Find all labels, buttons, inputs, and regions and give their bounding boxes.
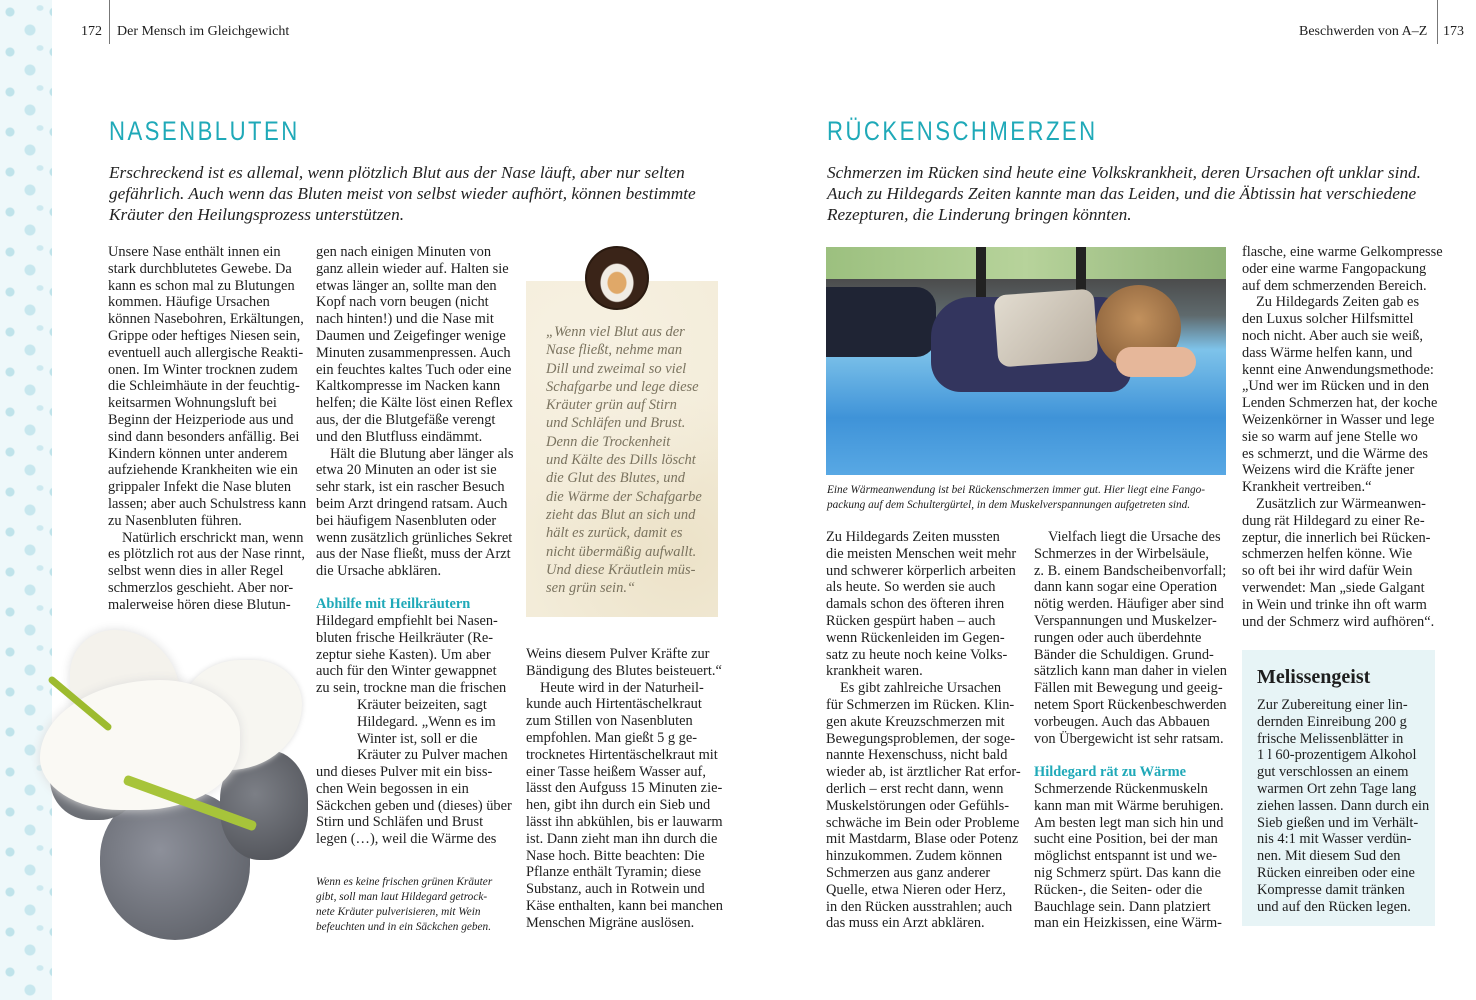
text-line: gut verschlossen an einem <box>1257 764 1409 781</box>
text-line: Rücken gespürt haben – auch <box>826 612 996 629</box>
text-line: Kaltkompresse im Nacken kann <box>316 378 501 395</box>
text-line: den Luxus solcher Hilfsmittel <box>1242 311 1414 328</box>
melissengeist-title: Melissengeist <box>1257 666 1371 688</box>
text-line: aufziehende Krankheiten wie ein <box>108 462 298 479</box>
text-line: sie so warm auf jene Stelle wo <box>1242 428 1418 445</box>
column-2-continued <box>316 613 506 697</box>
text-line: und Schläfen und Brust. <box>546 415 686 432</box>
hildegard-quote-box <box>526 281 718 617</box>
page-number-right: 173 <box>1443 24 1464 39</box>
text-line: warmen Ort zehn Tage lang <box>1257 780 1417 797</box>
text-line: empfohlen. Man gießt 5 g ge- <box>526 729 698 746</box>
text-line: Kräuter grün auf Stirn <box>546 397 677 414</box>
text-line: bei häufigem Nasenbluten oder <box>316 512 497 529</box>
text-line: das muss ein Arzt abklären. <box>826 915 985 932</box>
text-line: wenn zusätzlich grünliches Sekret <box>316 529 513 546</box>
text-line: und schwerer körperlich arbeiten <box>826 562 1016 579</box>
text-line: in Wein und trinke ihn oft warm <box>1242 596 1427 613</box>
text-line: und dieses Pulver mit ein biss- <box>316 764 493 780</box>
text-line: von Übergewicht ist sehr ratsam. <box>1034 730 1224 747</box>
text-line: Krankheit vertreiben.“ <box>1242 479 1372 496</box>
text-line: Wenn es keine frischen grünen Kräuter <box>316 876 493 888</box>
text-line: Zu Hildegards Zeiten mussten <box>826 529 1000 545</box>
text-line: als heute. So werden sie auch <box>826 579 996 596</box>
text-line: Weizens wird die Kräfte jener <box>1242 462 1415 479</box>
text-line: krankheit waren. <box>826 663 923 680</box>
text-line: Schmerzen aus ganz anderer <box>826 864 991 881</box>
text-line: die Wärme der Schafgarbe <box>546 488 702 505</box>
text-line: schmerzen helfen könne. Wie <box>1242 546 1413 563</box>
text-line: zu sein, trockne man die frischen <box>316 680 507 697</box>
text-line: Kompresse damit tränken <box>1257 881 1405 898</box>
text-line: nen. Mit diesem Sud den <box>1257 848 1401 865</box>
text-line: Stirn und Schläfen und Brust <box>316 814 484 831</box>
article-title-nasenbluten: NASENBLUTEN <box>109 116 300 146</box>
text-line: mit Mastdarm, Blase oder Potenz <box>826 831 1019 848</box>
text-line: nicht übermäßig aufwallt. <box>546 543 697 560</box>
text-line: hen, gibt ihn durch ein Sieb und <box>526 797 711 814</box>
text-line: damals schon des öfteren ihren <box>826 596 1005 613</box>
text-line: Substanz, auch in Rotwein und <box>526 881 705 898</box>
text-line: für Schmerzen im Rücken. Klin- <box>826 696 1015 713</box>
text-line: Schmerzen im Rücken sind heute eine Volkskrankheit, deren Ursachen oft unklar sind. <box>827 163 1421 182</box>
subheading-abhilfe: Abhilfe mit Heilkräutern <box>316 596 471 612</box>
text-line: Rücken einreiben oder eine <box>1257 864 1415 881</box>
text-line: etwa 20 Minuten an oder ist sie <box>316 462 497 479</box>
text-line: kann es schon mal zu Blutungen <box>108 277 295 294</box>
text-line: die Schleimhäute in der feuchtig- <box>108 378 300 395</box>
text-line: Quelle, etwa Nieren oder Herz, <box>826 881 1006 898</box>
text-line: Zur Zubereitung einer lin- <box>1257 697 1408 713</box>
text-line: wieder ab, ist ärztlicher Rat erfor- <box>826 764 1021 781</box>
page-number-left: 172 <box>81 24 102 39</box>
text-line: möglichst entspannt ist und we- <box>1034 848 1218 865</box>
text-line: man ein Heizkissen, eine Wärm- <box>1034 915 1222 932</box>
text-line: Winter ist, soll er die <box>357 730 478 747</box>
text-line: frische Melissenblätter in <box>1257 730 1404 747</box>
text-line: vorbeugen. Auch das Abbauen <box>1034 713 1210 730</box>
text-line: Käse enthalten, kann bei manchen <box>526 897 723 914</box>
text-line: Eine Wärmeanwendung ist bei Rückenschmerzen immer gut. Hier liegt eine Fango- <box>827 484 1206 496</box>
text-line: Beginn der Heizperiode aus und <box>108 411 294 428</box>
text-line: ganz allein wieder auf. Halten sie <box>316 260 509 277</box>
text-line: Grippe oder heftiges Niesen sein, <box>108 327 301 344</box>
running-head-left: Der Mensch im Gleichgewicht <box>117 24 290 39</box>
herb-sachets-image <box>30 620 310 950</box>
text-line: Hildegard. „Wenn es im <box>357 713 496 730</box>
text-line: legen (…), weil die Wärme des <box>316 831 497 848</box>
text-line: Rücken-, die Seiten- oder die <box>1034 881 1203 898</box>
text-line: Weins diesem Pulver Kräfte zur <box>526 646 710 662</box>
text-line: ein feuchtes kaltes Tuch oder eine <box>316 361 512 378</box>
column-2-left <box>316 244 513 580</box>
text-line: Kopf nach vorn beugen (nicht <box>316 294 489 311</box>
text-line: Zusätzlich zur Wärmeanwen- <box>1256 495 1426 512</box>
text-line: keitsarmen Wohnungsluft bei <box>108 395 277 412</box>
text-line: chen Wein begossen in ein <box>316 780 469 797</box>
text-line: Hält die Blutung aber länger als <box>330 445 514 462</box>
text-line: gen nach einigen Minuten von <box>316 244 492 260</box>
text-line: sucht eine Position, bei der man <box>1034 831 1218 848</box>
text-line: oder eine warme Fangopackung <box>1242 260 1427 277</box>
header-divider-right <box>1437 0 1438 44</box>
column-2-right-continued <box>1034 781 1224 932</box>
text-line: dernden Einreibung 200 g <box>1257 713 1407 730</box>
text-line: es schmerzt, und die Wärme des <box>1242 445 1428 462</box>
text-line: schwäche im Bein oder Probleme <box>826 814 1020 831</box>
text-line: Denn die Trockenheit <box>546 433 671 450</box>
text-line: z. B. einem Bandscheibenvorfall; <box>1034 562 1227 579</box>
text-line: Bewegungsproblemen, der soge- <box>826 730 1016 747</box>
text-line: einer Tasse heißem Wasser auf, <box>526 763 706 780</box>
subheading-waerme: Hildegard rät zu Wärme <box>1034 764 1187 780</box>
text-line: Lenden Schmerzen hat, der koche <box>1242 395 1438 412</box>
text-line: Nase hoch. Bitte beachten: Die <box>526 847 705 864</box>
column-3-right <box>1242 244 1443 630</box>
text-line: aus, der die Blutgefäße verengt <box>316 411 496 428</box>
text-line: befeuchten und in ein Säckchen geben. <box>316 921 492 933</box>
text-line: Vielfach liegt die Ursache des <box>1048 529 1221 545</box>
text-line: Kräuter beizeiten, sagt <box>357 697 487 713</box>
text-line: „Wenn viel Blut aus der <box>546 324 685 340</box>
column-3-left <box>526 646 723 932</box>
text-line: trocknetes Hirtentäschelkraut mit <box>526 746 718 763</box>
text-line: rungen oder auch überdehnte <box>1034 629 1202 646</box>
text-line: Erschreckend ist es allemal, wenn plötzlich Blut aus der Nase läuft, aber nur selten <box>109 163 685 182</box>
text-line: Minuten zusammenpressen. Auch <box>316 344 511 361</box>
column-2-bottom <box>316 764 512 848</box>
text-line: flasche, eine warme Gelkompresse <box>1242 244 1443 260</box>
text-line: Fällen mit Bewegung und geeig- <box>1034 680 1223 697</box>
text-line: satz zu heute noch keine Volks- <box>826 646 1008 663</box>
text-line: Hildegard empfiehlt bei Nasen- <box>316 613 498 629</box>
hildegard-portrait <box>585 246 649 310</box>
text-line: stark durchblutetes Gewebe. Da <box>108 260 292 277</box>
text-line: Säckchen geben und (dieses) über <box>316 797 512 814</box>
text-line: sätzlich kann man daher in vielen <box>1034 663 1228 680</box>
melissengeist-text <box>1257 697 1429 915</box>
text-line: Heute wird in der Naturheil- <box>540 679 704 696</box>
text-line: eventuell auch allergische Reakti- <box>108 344 304 361</box>
text-line: netem Sport Rückenbeschwerden <box>1034 696 1227 713</box>
text-line: so oft bei ihr wird dafür Wein <box>1242 563 1413 580</box>
text-line: und der Schmerz wird aufhören“. <box>1242 613 1435 630</box>
text-line: Unsere Nase enthält innen ein <box>108 244 281 260</box>
caption-photo <box>827 483 1205 513</box>
text-line: dass Wärme helfen kann, und <box>1242 344 1413 361</box>
text-line: sen grün sein.“ <box>546 580 636 597</box>
text-line: aus der Nase fließt, muss der Arzt <box>316 546 511 563</box>
text-line: Daumen und Zeigefinger wenige <box>316 327 506 344</box>
text-line: Auch zu Hildegards Zeiten kannte man das Leiden, und die Äbtissin hat verschiedene <box>827 184 1417 203</box>
text-line: malerweise hören diese Blutun- <box>108 596 291 613</box>
text-line: nötig werden. Häufiger aber sind <box>1034 596 1224 613</box>
text-line: kann man mit Wärme beruhigen. <box>1034 797 1224 814</box>
text-line: nach hinten!) und die Nase mit <box>316 311 494 328</box>
text-line: können Nasebohren, Erkältungen, <box>108 311 304 328</box>
text-line: schmerzlos geschieht. Aber nor- <box>108 579 294 596</box>
text-line: wenn Rückenleiden im Gegen- <box>826 629 1005 646</box>
text-line: grippaler Infekt die Nase bluten <box>108 479 292 496</box>
text-line: Nase fließt, nehme man <box>546 342 683 359</box>
text-line: selbst wenn dies in aller Regel <box>108 563 284 580</box>
text-line: Schafgarbe und lege diese <box>546 378 699 395</box>
text-line: Es gibt zahlreiche Ursachen <box>840 680 1002 697</box>
text-line: nig Schmerz spürt. Das kann die <box>1034 864 1222 881</box>
text-line: Kindern können unter anderem <box>108 445 288 462</box>
text-line: kennt eine Anwendungsmethode: <box>1242 361 1434 378</box>
text-line: kunde auch Hirtentäschelkraut <box>526 696 702 713</box>
text-line: Menschen Migräne auslösen. <box>526 914 695 931</box>
text-line: kommen. Häufige Ursachen <box>108 294 270 311</box>
text-line: Schmerzes in der Wirbelsäule, <box>1034 545 1209 562</box>
text-line: zeptur siehe Kasten). Um aber <box>316 646 491 663</box>
text-line: zieht das Blut an sich und <box>546 506 696 523</box>
text-line: die Glut des Blutes, und <box>546 470 685 487</box>
text-line: Bauchlage sein. Dann platziert <box>1034 898 1211 915</box>
text-line: es plötzlich rot aus der Nase rinnt, <box>108 546 306 563</box>
column-1-left <box>108 244 306 614</box>
text-line: Pflanze enthält Tyramin; diese <box>526 864 701 881</box>
text-line: dann kann sogar eine Operation <box>1034 579 1218 596</box>
header-divider <box>109 0 110 44</box>
text-line: lässt den Aufguss 15 Minuten zie- <box>526 780 723 797</box>
text-line: Weizenkörner in Wasser und lege <box>1242 411 1435 428</box>
text-line: und den Blutfluss eindämmt. <box>316 428 483 445</box>
text-line: zu Nasenbluten führen. <box>108 512 242 529</box>
caption-herb-sachets <box>316 875 492 935</box>
text-line: Kräuter den Heilungsprozess unterstützen. <box>109 205 405 224</box>
text-line: helfen; die Kälte löst einen Reflex <box>316 395 513 412</box>
text-line: nis 4:1 mit Wasser verdün- <box>1257 831 1412 848</box>
text-line: zum Stillen von Nasenbluten <box>526 713 693 730</box>
text-line: hinzukommen. Zudem können <box>826 848 1003 865</box>
text-line: Schmerzende Rückenmuskeln <box>1034 781 1208 797</box>
text-line: Am besten legt man sich hin und <box>1034 814 1224 831</box>
text-line: gibt, soll man laut Hildegard getrock- <box>316 891 488 903</box>
running-head-right: Beschwerden von A–Z <box>1299 24 1428 39</box>
column-2-wrapped <box>357 697 508 764</box>
text-line: hält es zurück, damit es <box>546 525 683 542</box>
text-line: „Und wer im Rücken und in den <box>1242 378 1430 395</box>
text-line: onen. Im Winter trocknen zudem <box>108 361 298 378</box>
text-line: Zu Hildegards Zeiten gab es <box>1256 294 1420 311</box>
text-line: gefährlich. Auch wenn das Bluten meist von selbst wieder aufhört, können bestimmte <box>109 184 696 203</box>
text-line: Bändigung des Blutes beisteuert.“ <box>526 662 722 679</box>
text-line: lässt ihn abkühlen, bis er lauwarm <box>526 813 723 830</box>
text-line: nete Kräuter pulverisieren, mit Wein <box>316 906 481 918</box>
back-heat-therapy-photo <box>826 247 1226 475</box>
column-2-right <box>1034 529 1227 747</box>
text-line: Rezepturen, die Linderung bringen könnten. <box>827 205 1132 224</box>
text-line: etwas länger an, sollte man den <box>316 277 497 294</box>
text-line: nannte Hexenschuss, nicht bald <box>826 747 1008 764</box>
text-line: 1 l 60-prozentigem Alkohol <box>1257 747 1417 764</box>
text-line: die Ursache abklären. <box>316 563 442 580</box>
text-line: noch nicht. Aber auch sie weiß, <box>1242 327 1424 344</box>
text-line: in den Rücken ausstrahlen; auch <box>826 898 1013 915</box>
lead-rueckenschmerzen <box>827 162 1421 225</box>
text-line: Und diese Kräutlein müs- <box>546 561 696 578</box>
text-line: beim Arzt dringend ratsam. Auch <box>316 495 508 512</box>
text-line: Dill und zweimal so viel <box>546 360 687 377</box>
text-line: Natürlich erschrickt man, wenn <box>122 529 304 546</box>
text-line: die meisten Menschen weit mehr <box>826 545 1017 562</box>
text-line: zeptur, die innerlich bei Rücken- <box>1242 529 1431 546</box>
text-line: Bänder die Schuldigen. Grund- <box>1034 646 1214 663</box>
text-line: gen akute Kreuzschmerzen mit <box>826 713 1005 730</box>
text-line: auf dem schmerzenden Bereich. <box>1242 277 1427 294</box>
text-line: ist. Dann zieht man ihn durch die <box>526 830 718 847</box>
text-line: lassen; aber auch Schulstress kann <box>108 495 307 512</box>
text-line: Kräuter zu Pulver machen <box>357 747 508 764</box>
hildegard-quote <box>546 323 702 597</box>
text-line: Muskelstörungen oder Gefühls- <box>826 797 1010 814</box>
text-line: Sieb gießen und im Verhält- <box>1257 814 1419 831</box>
text-line: sind dann besonders anfällig. Bei <box>108 428 300 445</box>
text-line: und auf den Rücken legen. <box>1257 898 1411 915</box>
text-line: verwendet: Man „siede Galgant <box>1242 579 1425 596</box>
text-line: sehr stark, ist ein rascher Besuch <box>316 479 505 496</box>
article-title-rueckenschmerzen: RÜCKENSCHMERZEN <box>827 116 1098 146</box>
text-line: ziehen lassen. Dann durch ein <box>1257 797 1430 814</box>
text-line: Verspannungen und Muskelzer- <box>1034 612 1217 629</box>
melissengeist-box <box>1242 650 1435 926</box>
text-line: dung rät Hildegard zu einer Re- <box>1242 512 1425 529</box>
text-line: derlich – erst recht dann, wenn <box>826 780 1004 797</box>
column-1-right <box>826 529 1021 932</box>
text-line: und Kälte des Dills löscht <box>546 452 696 469</box>
text-line: bluten frische Heilkräuter (Re- <box>316 629 494 646</box>
text-line: packung auf dem Schultergürtel, in dem Muskelverspannungen aufgetreten sind. <box>827 499 1191 511</box>
lead-nasenbluten <box>109 162 696 225</box>
text-line: auch für den Winter gewappnet <box>316 663 497 680</box>
